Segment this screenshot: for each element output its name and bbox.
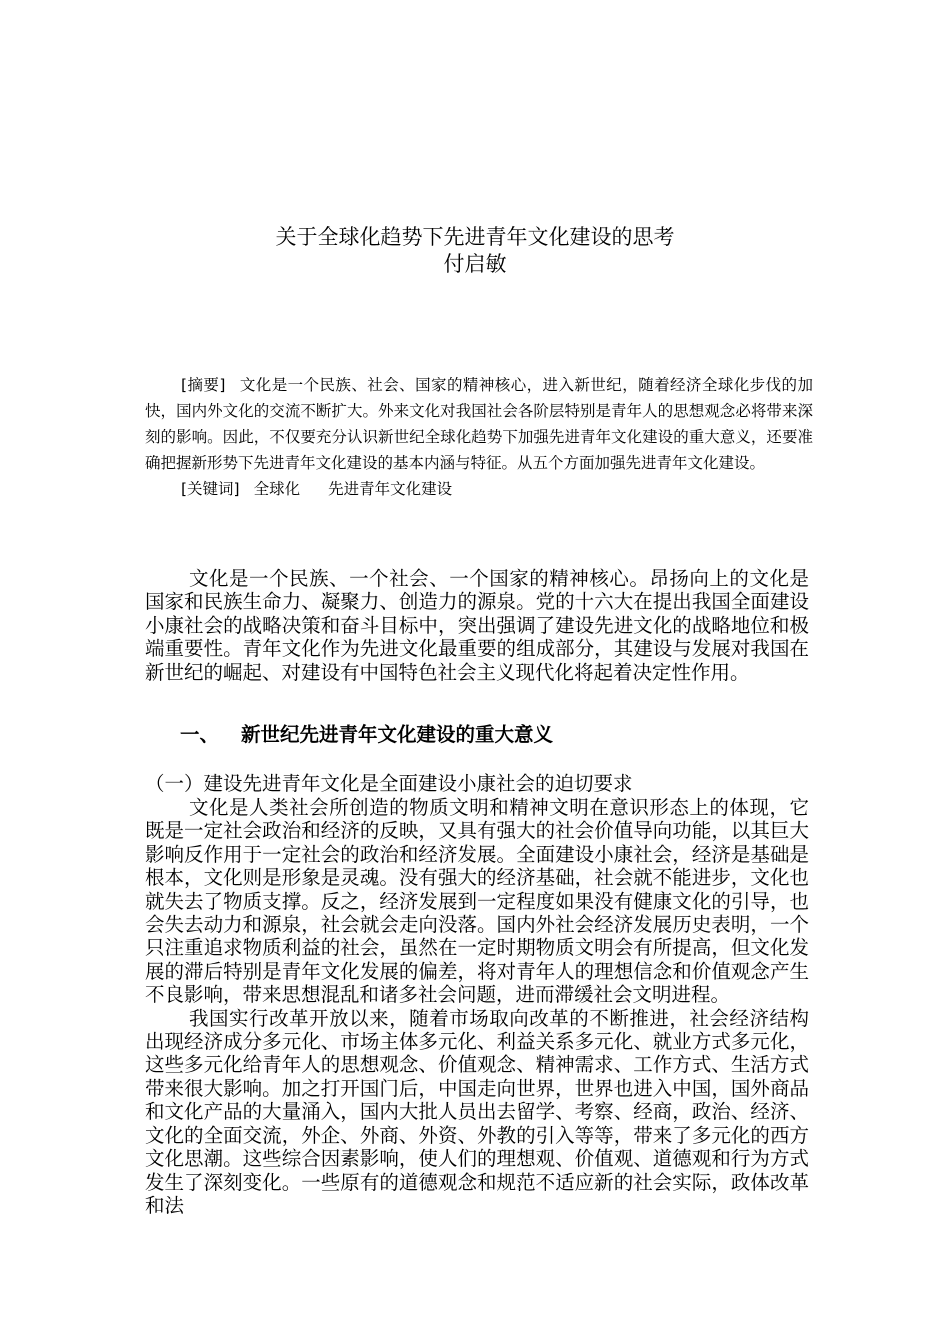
section-title: 新世纪先进青年文化建设的重大意义 [241, 723, 554, 746]
document-author: 付启敏 [443, 252, 507, 276]
title-block [0, 224, 950, 278]
document-title: 关于全球化趋势下先进青年文化建设的思考 [275, 225, 675, 249]
section-heading [180, 722, 553, 748]
keywords-line [145, 476, 813, 502]
keyword: 全球化 [253, 480, 301, 498]
section-number: 一、 [180, 723, 220, 746]
keywords-label: [关键词] [181, 480, 240, 498]
subsection-heading: （一）建设先进青年文化是全面建设小康社会的迫切要求 [145, 772, 633, 795]
body-paragraph: 我国实行改革开放以来，随着市场取向改革的不断推进，社会经济结构出现经济成分多元化、市场主体多元化、利益关系多元化、就业方式多元化，这些多元化给青年人的思想观念、价值观念、精神需求、工作方式、生活方式带来很大影响。加之打开国门后，中国走向世界，世界也进入中国，国外商品和文化产品的大量涌入，国内大批人员出去留学、考察、经商，政治、经济、文化的全面交流，外企、外商、外资、外教的引入等等，带来了多元化的西方文化思潮。这些综合因素影响，使人们的理想观、价值观、道德观和行为方式发生了深刻变化。一些原有的道德观念和规范不适应新的社会实际，政体改革和法 [145, 1006, 809, 1217]
abstract-block [145, 372, 813, 502]
abstract-paragraph [145, 372, 813, 476]
intro-paragraph: 文化是一个民族、一个社会、一个国家的精神核心。昂扬向上的文化是国家和民族生命力、凝聚力、创造力的源泉。党的十六大在提出我国全面建设小康社会的战略决策和奋斗目标中，突出强调了建设先进文化的战略地位和极端重要性。青年文化作为先进文化最重要的组成部分，其建设与发展对我国在新世纪的崛起、对建设有中国特色社会主义现代化将起着决定性作用。 [145, 567, 809, 684]
body-text-block [145, 796, 809, 1217]
abstract-text: 文化是一个民族、社会、国家的精神核心，进入新世纪，随着经济全球化步伐的加快，国内外文化的交流不断扩大。外来文化对我国社会各阶层特别是青年人的思想观念必将带来深刻的影响。因此，不仅要充分认识新世纪全球化趋势下加强先进青年文化建设的重大意义，还要准确把握新形势下先进青年文化建设的基本内涵与特征。从五个方面加强先进青年文化建设。 [145, 376, 813, 472]
abstract-label: [摘要] [181, 376, 226, 394]
body-paragraph: 文化是人类社会所创造的物质文明和精神文明在意识形态上的体现，它既是一定社会政治和经济的反映，又具有强大的社会价值导向功能，以其巨大影响反作用于一定社会的政治和经济发展。全面建设小康社会，经济是基础是根本，文化则是形象是灵魂。没有强大的经济基础，社会就不能进步，文化也就失去了物质支撑。反之，经济发展到一定程度如果没有健康文化的引导，也会失去动力和源泉，社会就会走向没落。国内外社会经济发展历史表明，一个只注重追求物质利益的社会，虽然在一定时期物质文明会有所提高，但文化发展的滞后特别是青年文化发展的偏差，将对青年人的理想信念和价值观念产生不良影响，带来思想混乱和诸多社会问题，进而滞缓社会文明进程。 [145, 796, 809, 1007]
intro-block [145, 567, 809, 684]
keyword: 先进青年文化建设 [328, 480, 453, 498]
